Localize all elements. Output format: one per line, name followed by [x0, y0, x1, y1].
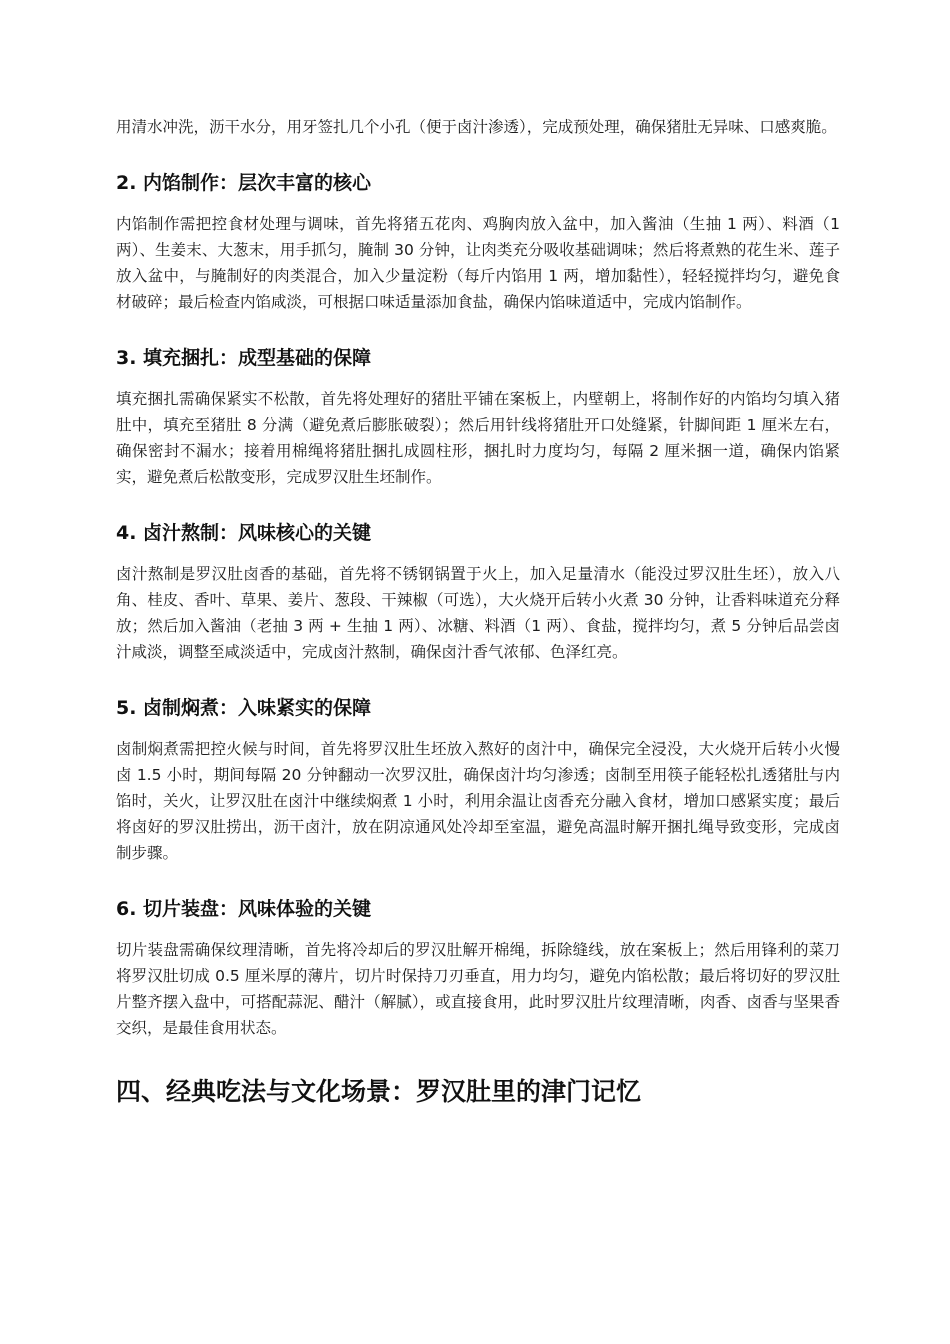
- section-heading-slicing: 6. 切片装盘：风味体验的关键: [116, 898, 372, 920]
- section-body-stuffing: 填充捆扎需确保紧实不松散，首先将处理好的猪肚平铺在案板上，内壁朝上，将制作好的内馅均匀填入猪肚中，填充至猪肚 8 分满（避免煮后膨胀破裂）；然后用针线将猪肚开口处缝紧，针脚间距 1 厘米左右，确保密封不漏水；接着用棉绳将猪肚捆扎成圆柱形，捆扎时力度均匀，每隔 2 厘米捆一道，确保内馅紧实，避免煮后松散变形，完成罗汉肚生坯制作。: [116, 390, 840, 486]
- section-heading-braising: 5. 卤制焖煮：入味紧实的保障: [116, 697, 372, 719]
- section-body-braising: 卤制焖煮需把控火候与时间，首先将罗汉肚生坯放入熬好的卤汁中，确保完全浸没，大火烧开后转小火慢卤 1.5 小时，期间每隔 20 分钟翻动一次罗汉肚，确保卤汁均匀渗透；卤制至用筷子能轻松扎透猪肚与内馅时，关火，让罗汉肚在卤汁中继续焖煮 1 小时，利用余温让卤香充分融入食材，增加口感紧实度；最后将卤好的罗汉肚捞出，沥干卤汁，放在阴凉通风处冷却至室温，避免高温时解开捆扎绳导致变形，完成卤制步骤。: [116, 740, 840, 862]
- intro-paragraph: 用清水冲洗，沥干水分，用牙签扎几个小孔（便于卤汁渗透），完成预处理，确保猪肚无异味、口感爽脆。: [116, 118, 837, 136]
- section-body-brine: 卤汁熬制是罗汉肚卤香的基础，首先将不锈钢锅置于火上，加入足量清水（能没过罗汉肚生坯），放入八角、桂皮、香叶、草果、姜片、葱段、干辣椒（可选），大火烧开后转小火煮 30 分钟，让香料味道充分释放；然后加入酱油（老抽 3 两 + 生抽 1 两）、冰糖、料酒（1 两）、食盐，搅拌均匀，煮 5 分钟后品尝卤汁咸淡，调整至咸淡适中，完成卤汁熬制，确保卤汁香气浓郁、色泽红亮。: [116, 565, 840, 661]
- section-heading-stuffing: 3. 填充捆扎：成型基础的保障: [116, 347, 372, 369]
- section-heading-brine: 4. 卤汁熬制：风味核心的关键: [116, 522, 372, 544]
- section-body-filling: 内馅制作需把控食材处理与调味，首先将猪五花肉、鸡胸肉放入盆中，加入酱油（生抽 1 两）、料酒（1 两）、生姜末、大葱末，用手抓匀，腌制 30 分钟，让肉类充分吸收基础调味；然后将煮熟的花生米、莲子放入盆中，与腌制好的肉类混合，加入少量淀粉（每斤内馅用 1 两，增加黏性），轻轻搅拌均匀，避免食材破碎；最后检查内馅咸淡，可根据口味适量添加食盐，确保内馅味道适中，完成内馅制作。: [116, 215, 840, 311]
- chapter-heading: 四、经典吃法与文化场景：罗汉肚里的津门记忆: [116, 1077, 642, 1106]
- document-page: [116, 114, 840, 1109]
- section-body-slicing: 切片装盘需确保纹理清晰，首先将冷却后的罗汉肚解开棉绳，拆除缝线，放在案板上；然后用锋利的菜刀将罗汉肚切成 0.5 厘米厚的薄片，切片时保持刀刃垂直，用力均匀，避免内馅松散；最后将切好的罗汉肚片整齐摆入盘中，可搭配蒜泥、醋汁（解腻），或直接食用，此时罗汉肚片纹理清晰，肉香、卤香与坚果香交织，是最佳食用状态。: [116, 941, 840, 1037]
- section-heading-filling: 2. 内馅制作：层次丰富的核心: [116, 172, 372, 194]
